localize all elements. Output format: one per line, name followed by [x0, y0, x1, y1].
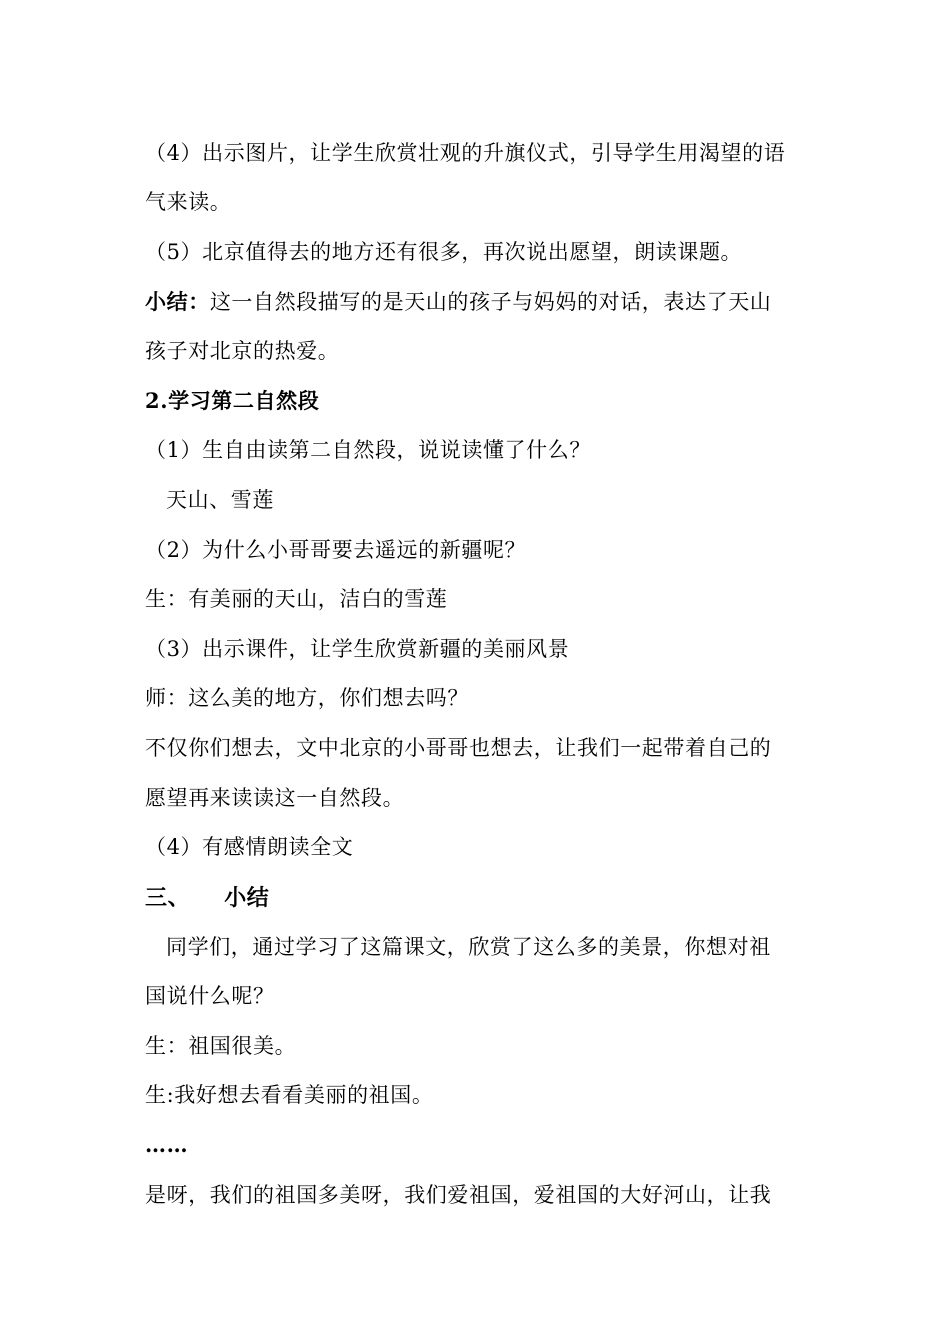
step-5: （5）北京值得去的地方还有很多，再次说出愿望，朗读课题。 — [145, 240, 743, 264]
summary-line-1 — [145, 288, 771, 316]
student-answer-1: 生：有美丽的天山，洁白的雪莲 — [145, 587, 448, 611]
ellipsis: …… — [145, 1132, 189, 1157]
teacher-question: 师：这么美的地方，你们想去吗？ — [145, 686, 469, 710]
closing-paragraph-line-2: 国说什么呢？ — [145, 984, 275, 1008]
section-number: 三、 — [145, 885, 191, 911]
section-heading-3 — [145, 884, 269, 912]
sub-step-2: （2）为什么小哥哥要去遥远的新疆呢？ — [145, 538, 527, 562]
sub-step-1: （1）生自由读第二自然段，说说读懂了什么？ — [145, 438, 591, 462]
student-answer-3: 生:我好想去看看美丽的祖国。 — [145, 1083, 434, 1107]
final-line: 是呀，我们的祖国多美呀，我们爱祖国，爱祖国的大好河山，让我 — [145, 1183, 772, 1207]
paragraph-line-1: 不仅你们想去，文中北京的小哥哥也想去，让我们一起带着自己的 — [145, 736, 772, 760]
answer-tianshan-xuelian: 天山、雪莲 — [166, 488, 274, 512]
sub-step-4: （4）有感情朗读全文 — [145, 835, 354, 859]
step-4-line-1: （4）出示图片，让学生欣赏壮观的升旗仪式，引导学生用渴望的语 — [145, 141, 786, 165]
paragraph-line-2: 愿望再来读读这一自然段。 — [145, 786, 405, 810]
closing-paragraph-line-1: 同学们，通过学习了这篇课文，欣赏了这么多的美景，你想对祖 — [166, 935, 771, 959]
summary-line-2: 孩子对北京的热爱。 — [145, 339, 340, 363]
sub-step-3: （3）出示课件，让学生欣赏新疆的美丽风景 — [145, 637, 570, 661]
section-heading-2: 2.学习第二自然段 — [145, 388, 320, 413]
step-4-line-2: 气来读。 — [145, 190, 232, 214]
summary-label: 小结： — [145, 289, 210, 314]
student-answer-2: 生：祖国很美。 — [145, 1034, 297, 1058]
section-title: 小结 — [224, 885, 270, 911]
summary-text: 这一自然段描写的是天山的孩子与妈妈的对话，表达了天山 — [209, 290, 772, 314]
